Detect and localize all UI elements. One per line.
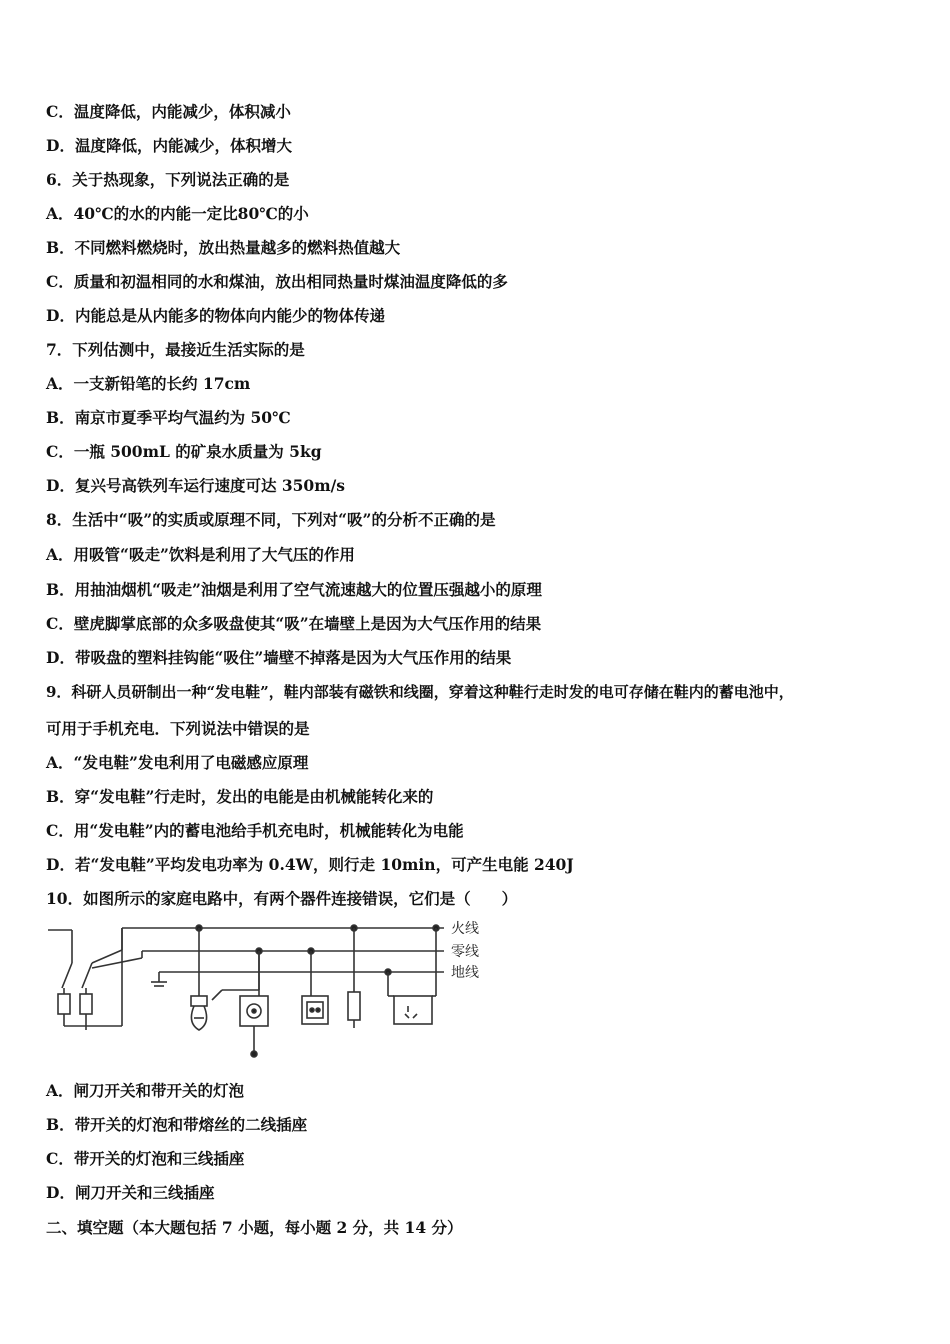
q7-option-a: A．一支新铅笔的长约 17cm <box>46 374 251 393</box>
earth-ground-symbol <box>151 972 167 986</box>
ground-wire-label: 地线 <box>451 965 479 981</box>
q6-option-c: C．质量和初温相同的水和煤油，放出相同热量时煤油温度降低的多 <box>46 272 508 291</box>
three-pin-socket <box>385 925 439 1024</box>
q5-option-c: C．温度降低，内能减少，体积减小 <box>46 102 291 121</box>
q10-option-c: C．带开关的灯泡和三线插座 <box>46 1149 245 1168</box>
switch-box <box>240 951 268 1057</box>
q7-option-b: B．南京市夏季平均气温约为 50℃ <box>46 408 291 427</box>
two-pin-socket-with-fuse <box>302 925 360 1028</box>
q9-option-c: C．用“发电鞋”内的蓄电池给手机充电时，机械能转化为电能 <box>46 821 464 840</box>
q6-option-a: A．40℃的水的内能一定比80℃的小 <box>46 204 309 223</box>
q9-option-a: A．“发电鞋”发电利用了电磁感应原理 <box>46 753 309 772</box>
live-wire-label: 火线 <box>451 921 479 937</box>
q9-stem-line1: 9．科研人员研制出一种“发电鞋”，鞋内部装有磁铁和线圈，穿着这种鞋行走时发的电可存储在鞋内的蓄电池中， <box>46 683 794 701</box>
q9-stem-line2: 可用于手机充电．下列说法中错误的是 <box>46 719 310 738</box>
q10-option-d: D．闸刀开关和三线插座 <box>46 1183 215 1202</box>
fuse-right <box>80 994 92 1014</box>
neutral-wire-label: 零线 <box>451 944 479 960</box>
q8-option-d: D．带吸盘的塑料挂钩能“吸住”墙壁不掉落是因为大气压作用的结果 <box>46 648 512 667</box>
section-title: 二、填空题（本大题包括 7 小题，每小题 2 分，共 14 分） <box>46 1218 463 1237</box>
q6-stem: 6．关于热现象，下列说法正确的是 <box>46 170 290 189</box>
q10-stem: 10．如图所示的家庭电路中，有两个器件连接错误，它们是（ ） <box>46 889 518 908</box>
q9-option-b: B．穿“发电鞋”行走时，发出的电能是由机械能转化来的 <box>46 787 434 806</box>
q7-option-d: D．复兴号高铁列车运行速度可达 350m/s <box>46 476 345 495</box>
household-circuit-diagram <box>44 918 494 1063</box>
knife-switch <box>48 928 142 1030</box>
lamp-with-switch <box>191 925 262 1030</box>
q6-option-b: B．不同燃料燃烧时，放出热量越多的燃料热值越大 <box>46 238 401 257</box>
q7-option-c: C．一瓶 500mL 的矿泉水质量为 5kg <box>46 442 322 461</box>
q9-option-d: D．若“发电鞋”平均发电功率为 0.4W，则行走 10min，可产生电能 240J <box>46 855 574 874</box>
q10-option-b: B．带开关的灯泡和带熔丝的二线插座 <box>46 1115 308 1134</box>
q7-stem: 7．下列估测中，最接近生活实际的是 <box>46 340 305 359</box>
q10-option-a: A．闸刀开关和带开关的灯泡 <box>46 1081 245 1100</box>
q6-option-d: D．内能总是从内能多的物体向内能少的物体传递 <box>46 306 385 325</box>
q8-option-c: C．壁虎脚掌底部的众多吸盘使其“吸”在墙壁上是因为大气压作用的结果 <box>46 614 542 633</box>
q8-option-a: A．用吸管“吸走”饮料是利用了大气压的作用 <box>46 545 355 564</box>
q5-option-d: D．温度降低，内能减少，体积增大 <box>46 136 292 155</box>
fuse-left <box>58 994 70 1014</box>
q8-stem: 8．生活中“吸”的实质或原理不同，下列对“吸”的分析不正确的是 <box>46 510 496 529</box>
q8-option-b: B．用抽油烟机“吸走”油烟是利用了空气流速越大的位置压强越小的原理 <box>46 580 542 599</box>
socket-fuse <box>348 992 360 1020</box>
